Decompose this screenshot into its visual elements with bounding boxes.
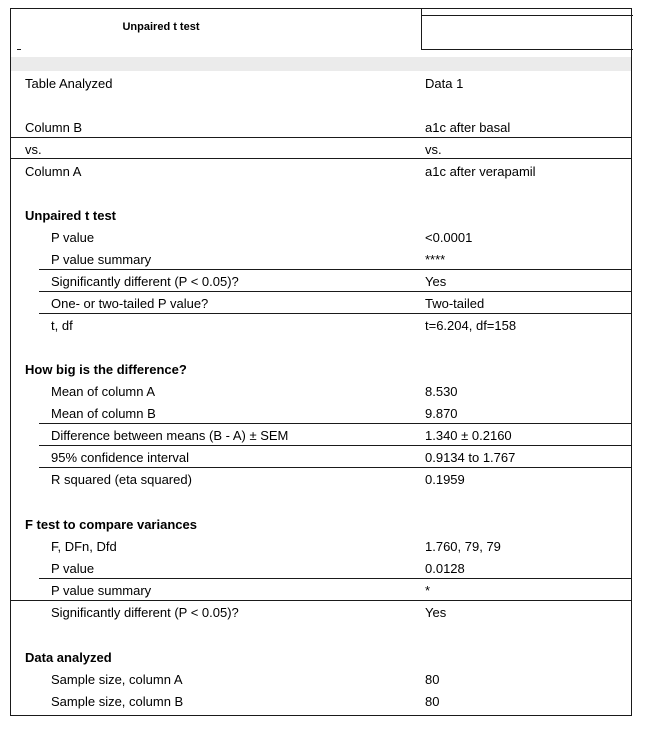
row-value: Data 1 [425, 76, 464, 91]
table-row[interactable] [11, 535, 631, 557]
table-row[interactable] [11, 226, 631, 248]
table-row[interactable] [11, 314, 631, 336]
row-label: R squared (eta squared) [51, 472, 192, 487]
row-label: Sample size, column B [51, 694, 184, 709]
row-label: P value summary [51, 252, 152, 267]
row-value: 1.760, 79, 79 [425, 539, 501, 554]
row-label: Column A [25, 164, 82, 179]
table-row[interactable] [11, 424, 631, 446]
header-rule [421, 49, 633, 50]
row-label: vs. [25, 142, 42, 157]
row-value: 0.1959 [425, 472, 465, 487]
row-label: Mean of column A [51, 384, 156, 399]
row-divider [11, 158, 631, 159]
row-label: Significantly different (P < 0.05)? [51, 274, 239, 289]
section-heading [11, 358, 631, 380]
table-row[interactable] [11, 138, 631, 160]
sheet-header [11, 9, 421, 49]
section-heading [11, 646, 631, 668]
header-rule [17, 49, 21, 50]
row-label: Sample size, column A [51, 672, 183, 687]
row-value: 9.870 [425, 406, 458, 421]
row-value: 80 [425, 694, 440, 709]
table-row[interactable] [11, 668, 631, 690]
row-label: Table Analyzed [25, 76, 113, 91]
header-rule [421, 15, 633, 16]
row-value: Yes [425, 274, 447, 289]
table-row[interactable] [11, 72, 631, 94]
table-row[interactable] [11, 579, 631, 601]
row-value: Yes [425, 605, 447, 620]
row-label: P value [51, 230, 95, 245]
row-label: 95% confidence interval [51, 450, 190, 465]
row-label: t, df [51, 318, 73, 333]
results-sheet [10, 8, 632, 716]
row-value: 0.0128 [425, 561, 465, 576]
row-value: 8.530 [425, 384, 458, 399]
table-row[interactable] [11, 292, 631, 314]
table-row[interactable] [11, 446, 631, 468]
section-title: How big is the difference? [25, 362, 187, 377]
row-value: 0.9134 to 1.767 [425, 450, 516, 465]
row-label: P value [51, 561, 95, 576]
table-row[interactable] [11, 690, 631, 712]
table-row[interactable] [11, 468, 631, 490]
row-value: 80 [425, 672, 440, 687]
table-row[interactable] [11, 248, 631, 270]
sheet-title: Unpaired t test [122, 21, 200, 33]
row-label: P value summary [51, 583, 152, 598]
row-value: vs. [425, 142, 442, 157]
table-row[interactable] [11, 270, 631, 292]
row-value: 1.340 ± 0.2160 [425, 428, 512, 443]
row-label: Difference between means (B - A) ± SEM [51, 428, 289, 443]
row-value: t=6.204, df=158 [425, 318, 517, 333]
table-row[interactable] [11, 380, 631, 402]
section-title: F test to compare variances [25, 517, 197, 532]
row-label: F, DFn, Dfd [51, 539, 117, 554]
spacer-band [11, 57, 631, 71]
row-value: a1c after verapamil [425, 164, 536, 179]
row-label: Mean of column B [51, 406, 156, 421]
row-value: * [425, 583, 431, 598]
row-label: Significantly different (P < 0.05)? [51, 605, 239, 620]
row-label: One- or two-tailed P value? [51, 296, 209, 311]
section-title: Unpaired t test [25, 208, 117, 223]
row-label: Column B [25, 120, 83, 135]
row-value: a1c after basal [425, 120, 511, 135]
table-row[interactable] [11, 601, 631, 623]
section-heading [11, 204, 631, 226]
section-title: Data analyzed [25, 650, 112, 665]
table-row[interactable] [11, 557, 631, 579]
section-heading [11, 513, 631, 535]
row-value: **** [425, 252, 446, 267]
row-value: <0.0001 [425, 230, 473, 245]
row-value: Two-tailed [425, 296, 485, 311]
table-row[interactable] [11, 116, 631, 138]
table-row[interactable] [11, 402, 631, 424]
table-row[interactable] [11, 160, 631, 182]
